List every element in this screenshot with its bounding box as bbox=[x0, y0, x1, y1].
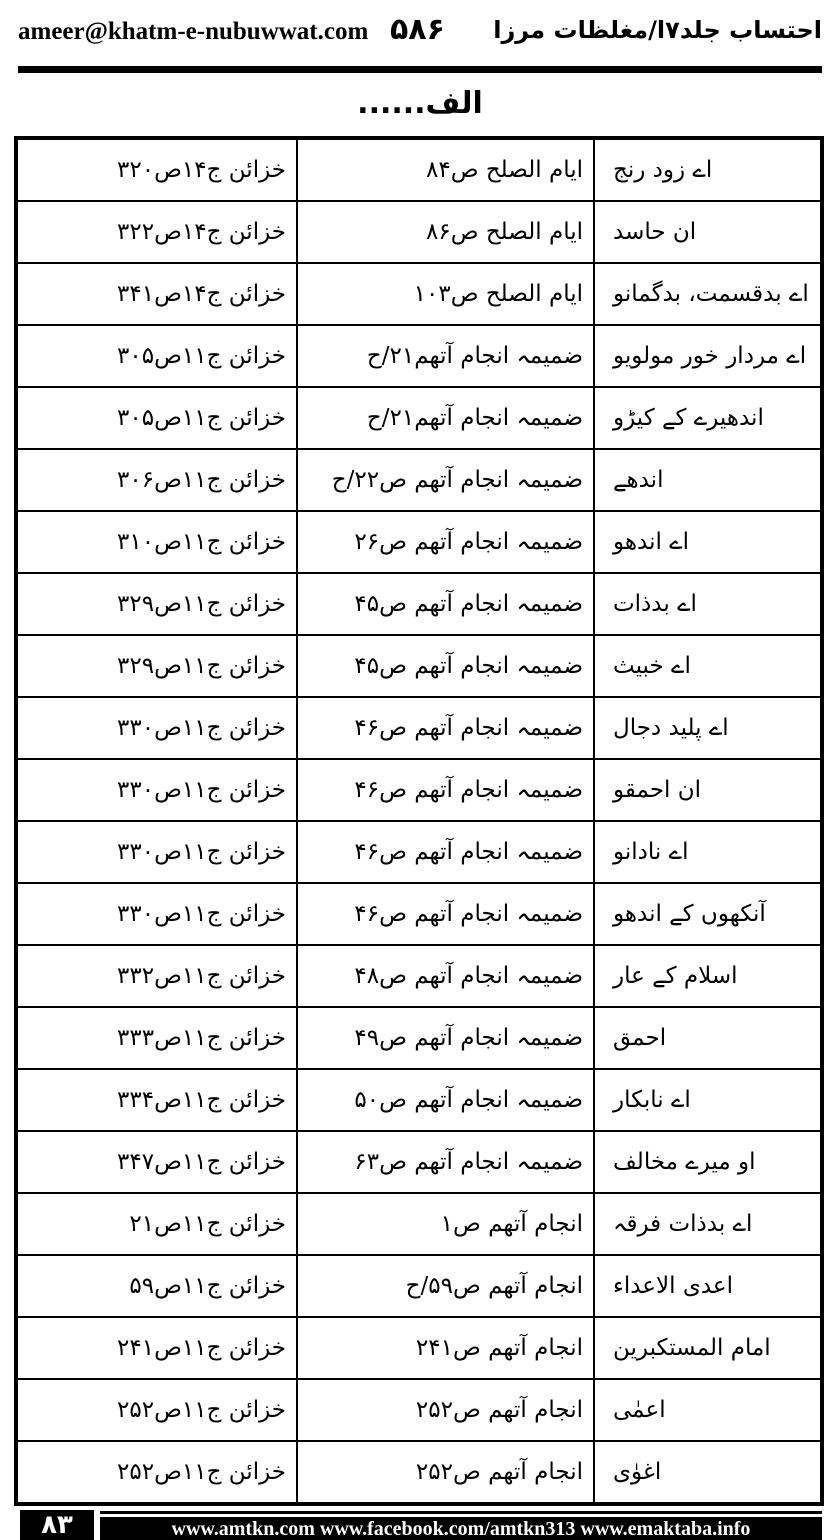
row-word: اے بدذات فرقہ bbox=[594, 1193, 821, 1255]
row-reference: خزائن ج۱۱ص۳۳۰ bbox=[17, 697, 297, 759]
row-word: اندھیرے کے کیڑو bbox=[594, 387, 821, 449]
row-reference: خزائن ج۱۱ص۵۹ bbox=[17, 1255, 297, 1317]
row-reference: خزائن ج۱۱ص۲۵۲ bbox=[17, 1379, 297, 1441]
row-reference: خزائن ج۱۴ص۳۲۰ bbox=[17, 139, 297, 201]
table-row bbox=[17, 1007, 821, 1069]
table-row bbox=[17, 635, 821, 697]
row-word: اندھے bbox=[594, 449, 821, 511]
row-source: ضمیمہ انجام آتھم ص۲۲/ح bbox=[297, 449, 594, 511]
row-reference: خزائن ج۱۴ص۳۴۱ bbox=[17, 263, 297, 325]
table-row bbox=[17, 821, 821, 883]
row-word: آنکھوں کے اندھو bbox=[594, 883, 821, 945]
header-book-title: احتساب جلد۷ا/مغلظات مرزا bbox=[493, 16, 822, 44]
row-source: ضمیمہ انجام آتھم ص۴۸ bbox=[297, 945, 594, 1007]
row-reference: خزائن ج۱۱ص۳۴۷ bbox=[17, 1131, 297, 1193]
row-source: ضمیمہ انجام آتھم۲۱/ح bbox=[297, 387, 594, 449]
section-title: الف...... bbox=[357, 86, 483, 121]
abuse-table bbox=[14, 136, 824, 1506]
table-row bbox=[17, 1069, 821, 1131]
row-word: اے بدذات bbox=[594, 573, 821, 635]
row-reference: خزائن ج۱۴ص۳۲۲ bbox=[17, 201, 297, 263]
row-word: ان حاسد bbox=[594, 201, 821, 263]
row-reference: خزائن ج۱۱ص۳۱۰ bbox=[17, 511, 297, 573]
table-row bbox=[17, 697, 821, 759]
row-word: اے بدقسمت، بدگمانو bbox=[594, 263, 821, 325]
table-row bbox=[17, 1255, 821, 1317]
row-source: انجام آتھم ص۵۹/ح bbox=[297, 1255, 594, 1317]
row-reference: خزائن ج۱۱ص۳۳۲ bbox=[17, 945, 297, 1007]
table-row bbox=[17, 449, 821, 511]
row-reference: خزائن ج۱۱ص۳۳۴ bbox=[17, 1069, 297, 1131]
row-reference: خزائن ج۱۱ص۳۳۰ bbox=[17, 759, 297, 821]
row-word: اعمٰی bbox=[594, 1379, 821, 1441]
header-email[interactable]: ameer@khatm-e-nubuwwat.com bbox=[18, 18, 369, 45]
row-source: ضمیمہ انجام آتھم ص۶۳ bbox=[297, 1131, 594, 1193]
row-source: انجام آتھم ص۲۴۱ bbox=[297, 1317, 594, 1379]
table-row bbox=[17, 139, 821, 201]
row-word: اغوٰی bbox=[594, 1441, 821, 1503]
table-body bbox=[17, 139, 821, 1503]
row-word: اے نادانو bbox=[594, 821, 821, 883]
table-row bbox=[17, 387, 821, 449]
header-rule bbox=[18, 66, 822, 73]
row-reference: خزائن ج۱۱ص۲۱ bbox=[17, 1193, 297, 1255]
table-row bbox=[17, 263, 821, 325]
table-row bbox=[17, 1441, 821, 1503]
table-row bbox=[17, 1317, 821, 1379]
row-reference: خزائن ج۱۱ص۳۳۰ bbox=[17, 821, 297, 883]
table-row bbox=[17, 945, 821, 1007]
table-row bbox=[17, 883, 821, 945]
row-source: ضمیمہ انجام آتھم ص۴۶ bbox=[297, 759, 594, 821]
row-word: اے زود رنج bbox=[594, 139, 821, 201]
row-reference: خزائن ج۱۱ص۳۰۵ bbox=[17, 387, 297, 449]
row-source: ضمیمہ انجام آتھم ص۵۰ bbox=[297, 1069, 594, 1131]
page-header bbox=[18, 14, 822, 58]
row-word: احمق bbox=[594, 1007, 821, 1069]
row-word: اے خبیث bbox=[594, 635, 821, 697]
row-source: ضمیمہ انجام آتھم ص۴۵ bbox=[297, 635, 594, 697]
table-row bbox=[17, 325, 821, 387]
table-row bbox=[17, 201, 821, 263]
row-reference: خزائن ج۱۱ص۲۴۱ bbox=[17, 1317, 297, 1379]
footer-page-number: ۸۳ bbox=[20, 1510, 94, 1540]
table-row bbox=[17, 1193, 821, 1255]
row-word: اے مردار خور مولویو bbox=[594, 325, 821, 387]
row-source: انجام آتھم ص۱ bbox=[297, 1193, 594, 1255]
row-source: ضمیمہ انجام آتھم ص۴۶ bbox=[297, 697, 594, 759]
row-source: ضمیمہ انجام آتھم ص۴۵ bbox=[297, 573, 594, 635]
row-source: ضمیمہ انجام آتھم ص۴۶ bbox=[297, 883, 594, 945]
row-reference: خزائن ج۱۱ص۳۰۵ bbox=[17, 325, 297, 387]
row-word: امام المستکبرین bbox=[594, 1317, 821, 1379]
table-row bbox=[17, 511, 821, 573]
row-source: ضمیمہ انجام آتھم۲۱/ح bbox=[297, 325, 594, 387]
table-row bbox=[17, 1379, 821, 1441]
row-reference: خزائن ج۱۱ص۳۰۶ bbox=[17, 449, 297, 511]
row-word: اے نابکار bbox=[594, 1069, 821, 1131]
footer-links[interactable]: www.amtkn.com www.facebook.com/amtkn313 www.emaktaba.info bbox=[100, 1518, 822, 1540]
row-word: ان احمقو bbox=[594, 759, 821, 821]
table-row bbox=[17, 1131, 821, 1193]
row-source: ضمیمہ انجام آتھم ص۲۶ bbox=[297, 511, 594, 573]
row-source: ضمیمہ انجام آتھم ص۴۶ bbox=[297, 821, 594, 883]
row-reference: خزائن ج۱۱ص۳۳۳ bbox=[17, 1007, 297, 1069]
row-word: اعدی الاعداء bbox=[594, 1255, 821, 1317]
row-source: انجام آتھم ص۲۵۲ bbox=[297, 1379, 594, 1441]
table-row bbox=[17, 573, 821, 635]
row-word: اے پلید دجال bbox=[594, 697, 821, 759]
row-reference: خزائن ج۱۱ص۳۲۹ bbox=[17, 573, 297, 635]
footer-rule bbox=[100, 1511, 822, 1514]
row-reference: خزائن ج۱۱ص۳۲۹ bbox=[17, 635, 297, 697]
table-row bbox=[17, 759, 821, 821]
row-reference: خزائن ج۱۱ص۳۳۰ bbox=[17, 883, 297, 945]
row-source: ایام الصلح ص۱۰۳ bbox=[297, 263, 594, 325]
row-word: او میرے مخالف bbox=[594, 1131, 821, 1193]
row-word: اے اندھو bbox=[594, 511, 821, 573]
row-source: ایام الصلح ص۸۶ bbox=[297, 201, 594, 263]
header-page-number: ۵۸۶ bbox=[390, 12, 445, 47]
row-source: ایام الصلح ص۸۴ bbox=[297, 139, 594, 201]
row-source: انجام آتھم ص۲۵۲ bbox=[297, 1441, 594, 1503]
row-source: ضمیمہ انجام آتھم ص۴۹ bbox=[297, 1007, 594, 1069]
row-reference: خزائن ج۱۱ص۲۵۲ bbox=[17, 1441, 297, 1503]
row-word: اسلام کے عار bbox=[594, 945, 821, 1007]
